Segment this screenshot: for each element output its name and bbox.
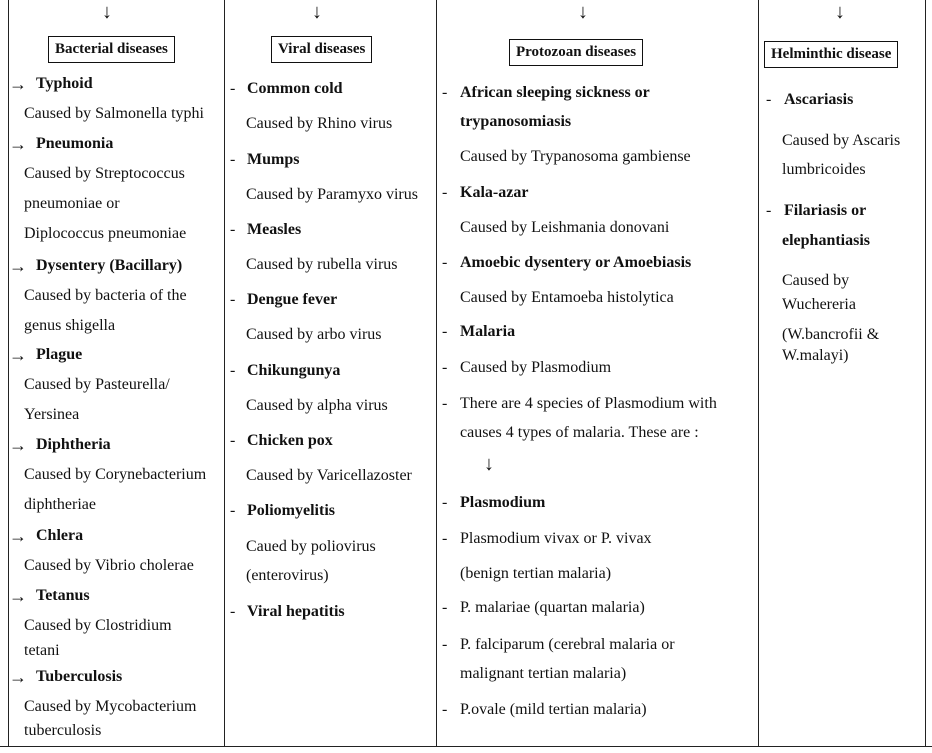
disease-name: Mumps xyxy=(247,151,300,168)
disease-name: Tuberculosis xyxy=(36,668,123,685)
disease-detail: Caused by Clostridium xyxy=(24,617,172,634)
column-divider xyxy=(436,0,437,746)
disease-detail: genus shigella xyxy=(24,317,116,334)
disease-name: Kala-azar xyxy=(460,184,529,201)
right-arrow-icon: → xyxy=(9,345,27,365)
disease-detail: malignant tertian malaria) xyxy=(460,665,627,682)
disease-detail: tuberculosis xyxy=(24,722,102,739)
disease-detail: Yersinea xyxy=(24,406,80,423)
disease-name: Measles xyxy=(247,221,302,238)
disease-name: Ascariasis xyxy=(784,91,854,108)
disease-name: Typhoid xyxy=(36,75,93,92)
disease-name: Filariasis or xyxy=(784,202,867,219)
right-arrow-icon: → xyxy=(9,667,27,687)
down-arrow-icon: ↓ xyxy=(578,1,588,23)
disease-detail: lumbricoides xyxy=(782,161,866,178)
disease-detail: Caused by Paramyxo virus xyxy=(246,186,418,203)
disease-detail: Caused by bacteria of the xyxy=(24,287,187,304)
right-arrow-icon: → xyxy=(9,74,27,94)
disease-detail: Caused by rubella virus xyxy=(246,256,398,273)
dash-bullet: - xyxy=(442,84,448,101)
disease-name: Chlera xyxy=(36,527,84,544)
dash-bullet: - xyxy=(442,636,448,653)
disease-detail: diphtheriae xyxy=(24,496,96,513)
disease-detail: P. malariae (quartan malaria) xyxy=(460,599,645,616)
right-arrow-icon: → xyxy=(9,526,27,546)
disease-detail: (W.bancrofii & xyxy=(782,326,880,343)
disease-name: Dengue fever xyxy=(247,291,338,308)
dash-bullet: - xyxy=(442,494,448,511)
disease-name: Pneumonia xyxy=(36,135,114,152)
down-arrow-icon: ↓ xyxy=(102,1,112,23)
disease-name: Malaria xyxy=(460,323,516,340)
disease-name: African sleeping sickness or xyxy=(460,84,650,101)
right-arrow-icon: → xyxy=(9,586,27,606)
column-header: Viral diseases xyxy=(271,36,372,63)
dash-bullet: - xyxy=(442,184,448,201)
disease-detail: Caused by Varicellazoster xyxy=(246,467,412,484)
table-border-left xyxy=(8,0,9,746)
right-arrow-icon: → xyxy=(9,256,27,276)
down-arrow-icon: ↓ xyxy=(484,453,494,475)
dash-bullet: - xyxy=(442,254,448,271)
dash-bullet: - xyxy=(230,603,236,620)
down-arrow-icon: ↓ xyxy=(312,1,322,23)
disease-detail: Diplococcus pneumoniae xyxy=(24,225,187,242)
disease-name: Dysentery (Bacillary) xyxy=(36,257,183,274)
dash-bullet: - xyxy=(230,291,236,308)
column-divider xyxy=(758,0,759,746)
disease-detail: Caused by Rhino virus xyxy=(246,115,393,132)
disease-detail: Caused by Mycobacterium xyxy=(24,698,197,715)
disease-detail: Wuchereria xyxy=(782,296,856,313)
disease-detail: Caused by Trypanosoma gambiense xyxy=(460,148,691,165)
disease-name: Plasmodium xyxy=(460,494,546,511)
disease-detail: (benign tertian malaria) xyxy=(460,565,612,582)
disease-detail: P. falciparum (cerebral malaria or xyxy=(460,636,675,653)
dash-bullet: - xyxy=(442,701,448,718)
disease-detail: Caused by Leishmania donovani xyxy=(460,219,670,236)
dash-bullet: - xyxy=(442,395,448,412)
dash-bullet: - xyxy=(442,599,448,616)
right-arrow-icon: → xyxy=(9,134,27,154)
disease-detail: There are 4 species of Plasmodium with xyxy=(460,395,717,412)
disease-detail: Caused by Streptococcus xyxy=(24,165,185,182)
disease-detail: Caused by xyxy=(782,272,850,289)
table-border-bottom xyxy=(0,746,932,747)
down-arrow-icon: ↓ xyxy=(835,1,845,23)
disease-detail: Caused by Pasteurella/ xyxy=(24,376,170,393)
disease-detail: Caused by alpha virus xyxy=(246,397,388,414)
disease-detail: P.ovale (mild tertian malaria) xyxy=(460,701,647,718)
disease-name: Viral hepatitis xyxy=(247,603,345,620)
disease-name: Diphtheria xyxy=(36,436,111,453)
disease-name: trypanosomiasis xyxy=(460,113,572,130)
disease-detail: Caused by Plasmodium xyxy=(460,359,612,376)
disease-detail: causes 4 types of malaria. These are : xyxy=(460,424,699,441)
dash-bullet: - xyxy=(230,151,236,168)
disease-detail: Caused by arbo virus xyxy=(246,326,382,343)
dash-bullet: - xyxy=(442,323,448,340)
disease-detail: Caused by Vibrio cholerae xyxy=(24,557,194,574)
dash-bullet: - xyxy=(230,362,236,379)
disease-detail: Plasmodium vivax or P. vivax xyxy=(460,530,652,547)
disease-detail: W.malayi) xyxy=(782,347,849,364)
dash-bullet: - xyxy=(766,91,772,108)
dash-bullet: - xyxy=(442,530,448,547)
disease-detail: Caused by Entamoeba histolytica xyxy=(460,289,674,306)
column-header: Bacterial diseases xyxy=(48,36,175,63)
disease-name: Chicken pox xyxy=(247,432,333,449)
disease-detail: pneumoniae or xyxy=(24,195,120,212)
dash-bullet: - xyxy=(442,359,448,376)
dash-bullet: - xyxy=(766,202,772,219)
dash-bullet: - xyxy=(230,221,236,238)
dash-bullet: - xyxy=(230,432,236,449)
disease-detail: Caused by Salmonella typhi xyxy=(24,105,204,122)
disease-name: Chikungunya xyxy=(247,362,341,379)
disease-name: Poliomyelitis xyxy=(247,502,335,519)
table-border-right xyxy=(925,0,926,746)
disease-name: Amoebic dysentery or Amoebiasis xyxy=(460,254,692,271)
disease-detail: tetani xyxy=(24,642,60,659)
disease-name: Common cold xyxy=(247,80,343,97)
disease-detail: Caused by Ascaris xyxy=(782,132,901,149)
dash-bullet: - xyxy=(230,80,236,97)
disease-name: Tetanus xyxy=(36,587,90,604)
disease-detail: Caued by poliovirus xyxy=(246,538,376,555)
disease-detail: Caused by Corynebacterium xyxy=(24,466,207,483)
disease-detail: (enterovirus) xyxy=(246,567,329,584)
disease-name: Plague xyxy=(36,346,83,363)
column-header: Helminthic disease xyxy=(764,41,898,68)
right-arrow-icon: → xyxy=(9,435,27,455)
disease-name: elephantiasis xyxy=(782,232,871,249)
column-divider xyxy=(224,0,225,746)
column-header: Protozoan diseases xyxy=(509,39,643,66)
dash-bullet: - xyxy=(230,502,236,519)
